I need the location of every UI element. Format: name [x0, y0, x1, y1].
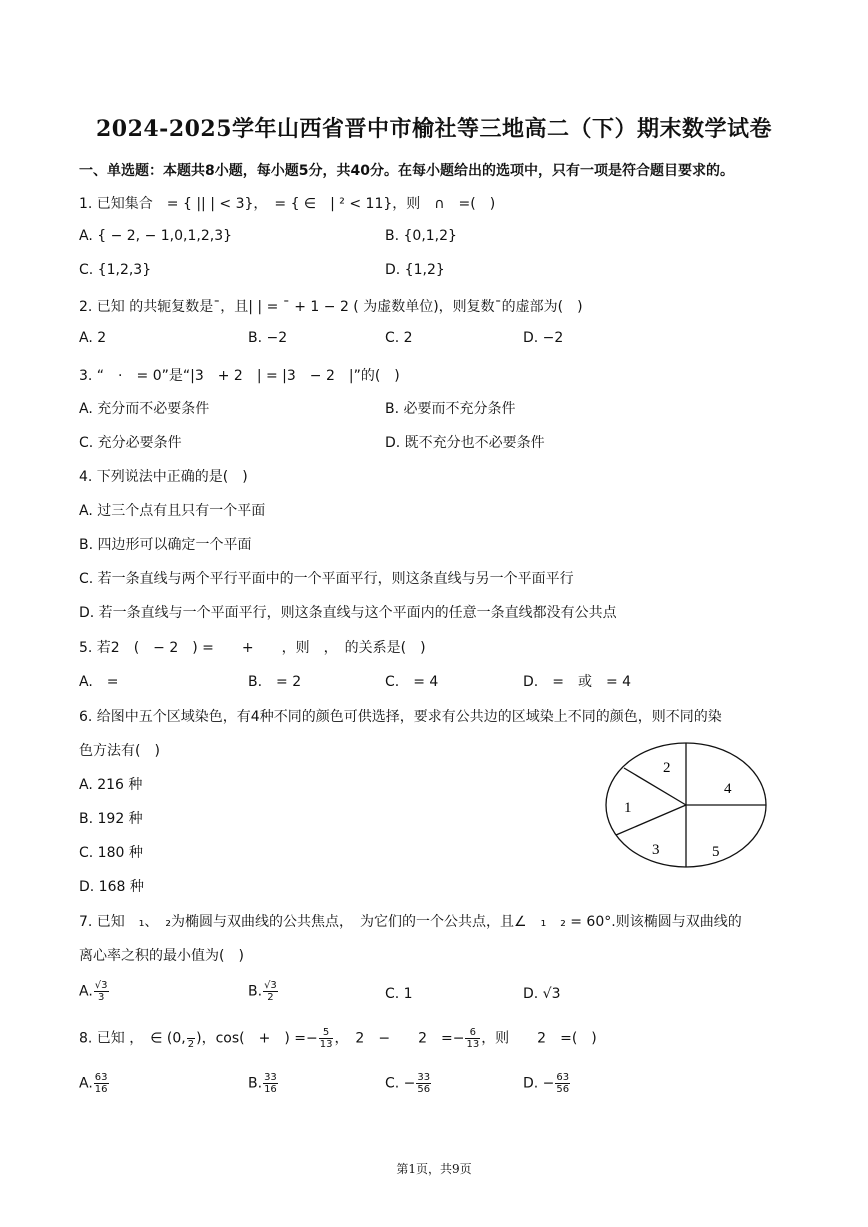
question-5-stem: 5. 若2 ( − 2 ) = + ，则 ， 的关系是( )	[79, 640, 426, 656]
question-1-option-b: B. {0,1,2}	[385, 228, 457, 244]
question-5-option-a: A. =	[79, 674, 119, 690]
question-4-option-a: A. 过三个点有且只有一个平面	[79, 503, 266, 519]
question-6-option-b: B. 192 种	[79, 811, 143, 827]
question-7-stem-cont: 离心率之积的最小值为( )	[79, 948, 244, 964]
question-8-option-b: B. $\frac{33}{16}$	[248, 1072, 277, 1095]
question-8-option-d: D. − $\frac{63}{56}$	[523, 1072, 570, 1095]
question-6-stem: 6. 给图中五个区域染色，有4种不同的颜色可供选择，要求有公共边的区域染上不同的颜色，则不同的染	[79, 709, 722, 725]
question-7-stem: 7. 已知 ₁、 ₂为椭圆与双曲线的公共焦点， 为它们的一个公共点，且∠ ₁ ₂ = 60°.则该椭圆与双曲线的	[79, 914, 742, 930]
question-3-option-a: A. 充分而不必要条件	[79, 401, 210, 417]
question-2-option-b: B. −2	[248, 330, 288, 346]
page-title: 2024-2025学年山西省晋中市榆社等三地高二（下）期末数学试卷	[95, 116, 773, 142]
question-7-option-c: C. 1	[385, 986, 413, 1002]
question-4-option-c: C. 若一条直线与两个平行平面中的一个平面平行，则这条直线与另一个平面平行	[79, 571, 574, 587]
region-coloring-diagram	[600, 740, 772, 880]
region-label-2: 2	[663, 760, 671, 776]
question-1-option-c: C. {1,2,3}	[79, 262, 152, 278]
question-4-stem: 4. 下列说法中正确的是( )	[79, 469, 248, 485]
region-label-5: 5	[712, 844, 720, 860]
question-2-option-d: D. −2	[523, 330, 564, 346]
region-label-1: 1	[624, 800, 632, 816]
section-heading: 一、单选题：本题共8小题，每小题5分，共40分。在每小题给出的选项中，只有一项是符合题目要求的。	[79, 163, 734, 179]
question-1-stem: 1. 已知集合 = { || | < 3}， = { ∈ | ² < 11}，则 ∩ =( )	[79, 196, 496, 212]
question-5-option-c: C. = 4	[385, 674, 439, 690]
question-4-option-d: D. 若一条直线与一个平面平行，则这条直线与这个平面内的任意一条直线都没有公共点	[79, 605, 617, 621]
question-5-option-b: B. = 2	[248, 674, 302, 690]
page-footer: 第1页，共9页	[396, 1162, 472, 1176]
question-3-option-c: C. 充分必要条件	[79, 435, 182, 451]
question-8-stem: 8. 已知 ， ∈ (0, 2 )，cos( + ) =− $\frac{5}{13}$ ， 2 − 2 =− $\frac{6}{13}$ ，则 2 =( )	[79, 1027, 597, 1050]
question-1-option-a: A. { − 2, − 1,0,1,2,3}	[79, 228, 233, 244]
question-3-stem: 3. “ · = 0”是“|3 + 2 | = |3 − 2 |”的( )	[79, 368, 400, 384]
question-3-option-d: D. 既不充分也不必要条件	[385, 435, 545, 451]
question-5-option-d: D. = 或 = 4	[523, 674, 632, 690]
question-7-option-a: A. $\frac{√3}{3}$	[79, 980, 108, 1003]
region-label-4: 4	[724, 781, 732, 797]
question-2-option-c: C. 2	[385, 330, 413, 346]
question-4-option-b: B. 四边形可以确定一个平面	[79, 537, 252, 553]
question-7-option-b: B. $\frac{√3}{2}$	[248, 980, 277, 1003]
question-1-option-d: D. {1,2}	[385, 262, 445, 278]
question-6-option-c: C. 180 种	[79, 845, 143, 861]
region-label-3: 3	[652, 842, 660, 858]
question-2-option-a: A. 2	[79, 330, 107, 346]
question-8-option-c: C. − $\frac{33}{56}$	[385, 1072, 431, 1095]
question-8-option-a: A. $\frac{63}{16}$	[79, 1072, 108, 1095]
question-6-stem-cont: 色方法有( )	[79, 743, 160, 759]
question-2-stem: 2. 已知 的共轭复数是ˉ，且| | = ˉ + 1 − 2 ( 为虚数单位)，则复数ˉ的虚部为( )	[79, 299, 583, 315]
question-6-option-d: D. 168 种	[79, 879, 144, 895]
question-3-option-b: B. 必要而不充分条件	[385, 401, 516, 417]
question-6-option-a: A. 216 种	[79, 777, 143, 793]
question-7-option-d: D. √3	[523, 986, 561, 1002]
